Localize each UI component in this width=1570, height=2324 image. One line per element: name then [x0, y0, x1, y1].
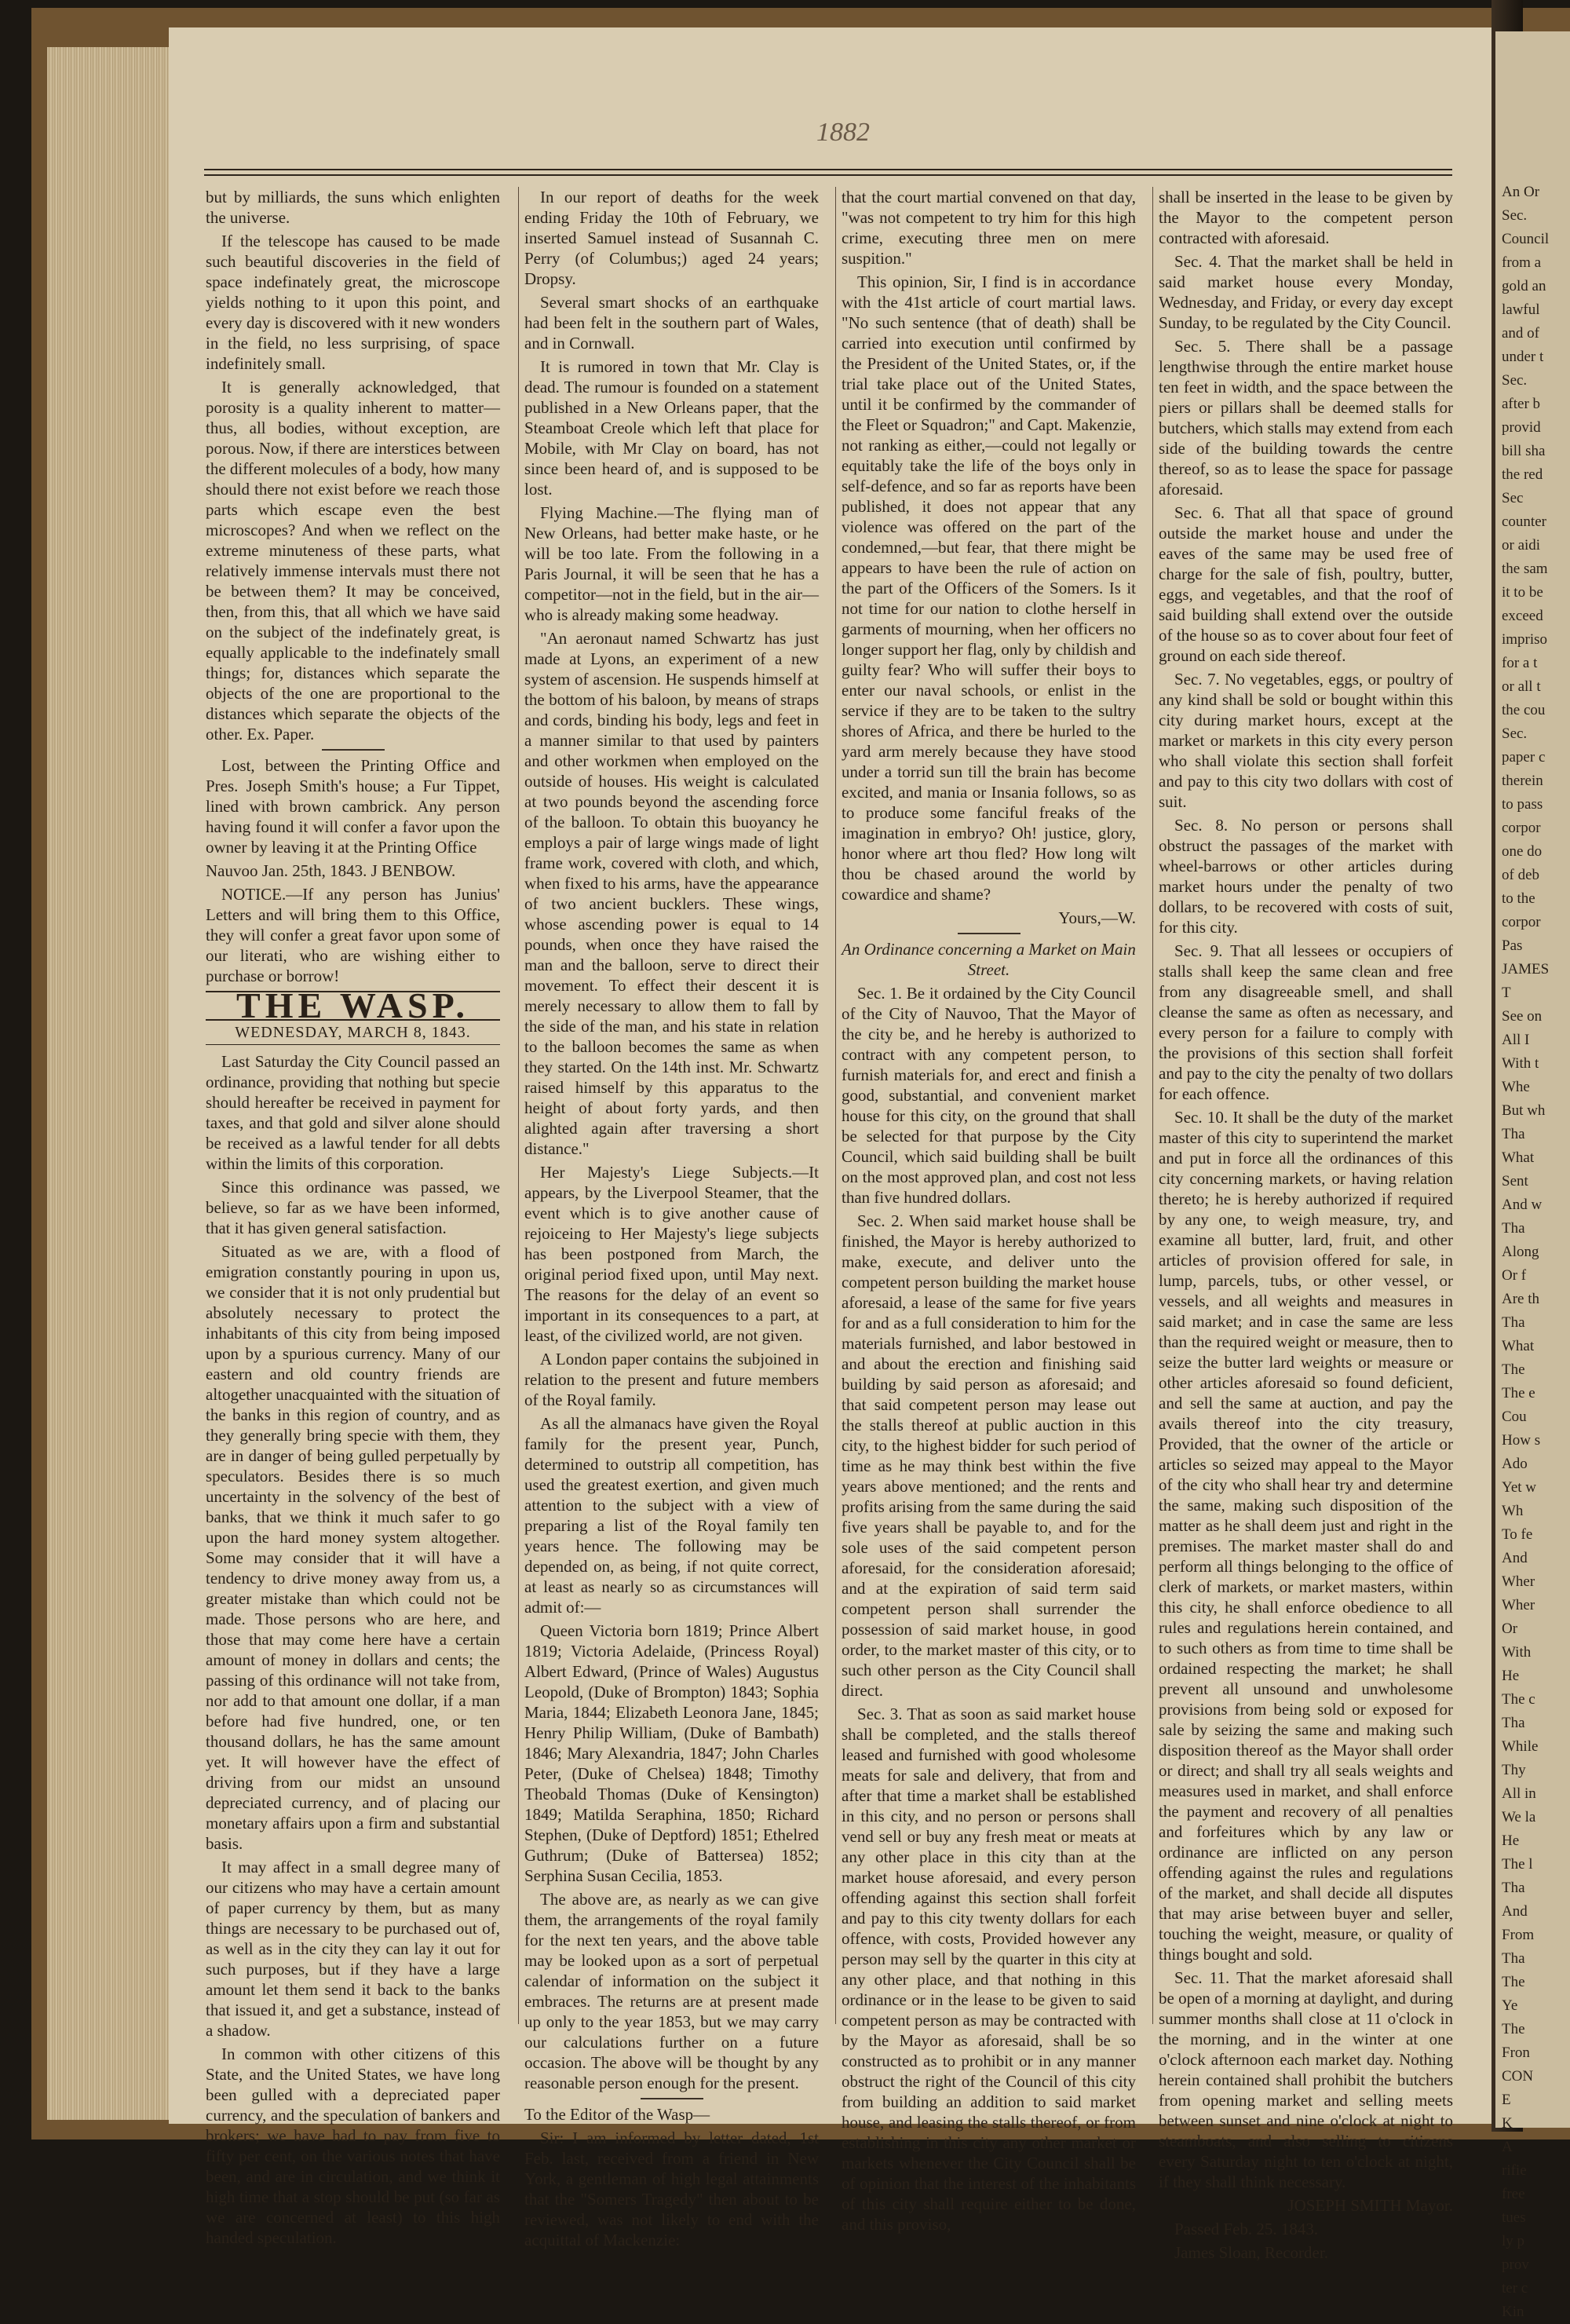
paragraph: This opinion, Sir, I find is in accordance with the 41st article of court martial laws. "No such sentence (that of death) shall be carried into execution until confirmed by the President of the United States, or, if the trial take place out of the United States, until it be confirmed by the commander of the Fleet or Squadron;" and Capt. Makenzie, not ranking as either,—could not legally or equitably take the life of the boys only in self-defence, and so far as reports have been published, it does not appear that any violence was offered on the part of the condemned,—but fear, that there might be appears to have been the rule of action on the part of the Officers of the Somers. Is it not time for our nation to clothe herself in garments of mourning, when her officers no longer support her flag, only by childish and guilty fear? Who will suffer their boys to enter our naval schools, or enlist in the service if they are to be taken to the sultry shores of Africa, and there be hurled to the yard arm merely because they have stood under a torrid sun till the brain has become excited, and mania or Insania follows, so as to produce some fanciful freaks of the imagination in embryo? Oh! justice, glory, honor where art thou fled? How long wilt thou be chased around the world by cowardice and shame? — [842, 272, 1136, 904]
facing-page-line: Ye — [1502, 1997, 1518, 2014]
recorder-signature: James Sloan, Recorder. — [1174, 2243, 1328, 2262]
separator — [958, 933, 1020, 934]
paragraph: It is generally acknowledged, that porosity is a quality inherent to matter—thus, all bodies, without exception, are porous. Now, if there are interstices between the different molecules of a body, how many should there not exist before we reach those parts which escape even the best microscopes? And when we reflect on the extreme minuteness of these parts, what relatively immense intervals must there not be between them? It may be conceived, then, from this, that all which we have said on the subject of the indefinately great, is equally applicable to the indefinately small things; for, distances which separate the objects of the one are proportional to the distances which separate the objects of the other. Ex. Paper. — [206, 378, 500, 744]
facing-page-line: Kin — [1502, 2304, 1524, 2320]
facing-page-line: rifie — [1502, 2162, 1527, 2179]
facing-page-line: after b — [1502, 396, 1541, 412]
facing-page-line: lawful — [1502, 301, 1540, 318]
facing-page-line: He — [1502, 1833, 1520, 1849]
facing-page-line: Tha — [1502, 1880, 1525, 1896]
paragraph: In our report of deaths for the week ending Friday the 10th of February, we inserted Samuel instead of Susannah C. Perry (of Columbus;) aged 24 years; Dropsy. — [524, 188, 819, 288]
facing-page-line: The — [1502, 2021, 1525, 2037]
facing-page-text — [1495, 31, 1570, 2324]
facing-page-line: or aidi — [1502, 537, 1541, 554]
facing-page-line: Tha — [1502, 1950, 1525, 1967]
editorial-paragraph: It may affect in a small degree many of our citizens who may have a certain amount of paper currency by them, but as many things are necessary to be purchased out of, as well as in the city they can lay it out for such purposes, but if they have a large amount let them send it back to the banks that issued it, and get a substance, instead of a shadow. — [206, 1858, 500, 2040]
column-divider — [1152, 187, 1153, 2024]
paragraph: Sir: I am informed by letter dated, 1st Feb. last, received from a friend in New York, a gentleman of high legal attainments that the "Somers Tragedy" then about to be reviewed, was not likely to end with the acquittal of Mackenzie: — [524, 2129, 819, 2249]
facing-page-line: But wh — [1502, 1102, 1546, 1119]
facing-page-line: Along — [1502, 1244, 1539, 1260]
facing-page-line: E — [1502, 2092, 1511, 2108]
facing-page-line: A — [1502, 2139, 1513, 2155]
facing-page-line: bill sha — [1502, 443, 1546, 459]
letter-signature: Yours,—W. — [1058, 908, 1136, 927]
facing-page-line: T — [1502, 985, 1511, 1001]
facing-page-line: Tha — [1502, 1126, 1525, 1142]
facing-page-line: Fron — [1502, 2044, 1530, 2061]
top-rule — [204, 169, 1452, 176]
facing-page-line: From — [1502, 1927, 1535, 1943]
facing-page-line: All in — [1502, 1785, 1536, 1802]
paragraph: Queen Victoria born 1819; Prince Albert 1819; Victoria Adelaide, (Princess Royal) Albert Edward, (Prince of Wales) Augustus Leopold, (Duke of Brompton) 1843; Sophia Maria, 1844; Elizabeth Leonora Jane, 1845; Henry Philip William, (Duke of Bambath) 1846; Mary Alexandria, 1847; John Charles Peter, (Duke of Chelsea) 1848; Timothy Theobald Thomas (Duke of Kensington) 1849; Matilda Seraphina, 1850; Richard Stephen, (Duke of Deptford) 1851; Ethelred Guthrum; (Duke of Battersea) 1852; Serphina Susan Cecilia, 1853. — [524, 1621, 819, 1885]
facing-page-line: Or — [1502, 1621, 1518, 1637]
facing-page-line: Cou — [1502, 1409, 1527, 1425]
facing-page-line: provid — [1502, 419, 1541, 436]
facing-page-line: JAMES — [1502, 961, 1550, 977]
ordinance-section: Sec. 11. That the market aforesaid shall be open of a morning at daylight, and during summer months shall close at 11 o'clock in the morning, and in the winter at one o'clock afternoon each market day. Nothing herein contained shall prohibit the butchers from opening market and selling meets between sunset and nine o'clock at night to steamboats, and also selling to citizens every Saturday night to ten o'clock at night, if they shall think necessary. — [1159, 1968, 1453, 2191]
facing-page-line: An Or — [1502, 184, 1540, 200]
paragraph: The above are, as nearly as we can give them, the arrangements of the royal family for the next ten years, and the above table may be looked upon as a sort of perpetual calendar of information on the subject it embraces. The returns are at present made up only to the year 1853, but we may carry our calculations further on a future occasion. The above will be thought by any reasonable person enough for the present. — [524, 1890, 819, 2092]
facing-page-line: Tha — [1502, 1314, 1525, 1331]
ordinance-section: Sec. 1. Be it ordained by the City Council of the City of Nauvoo, That the Mayor of the city be, and he hereby is authorized to contract with any competent person, to furnish materials for, and erect and finish a good, substantial, and convenient market house for this city, on the ground that shall be selected for that purpose by the City Council, which said building shall be built on the most approved plan, and cost not less than five hundred dollars. — [842, 984, 1136, 1207]
facing-page-line: To fe — [1502, 1526, 1533, 1543]
facing-page-line: the red — [1502, 466, 1543, 483]
paragraph: As all the almanacs have given the Royal family for the present year, Punch, determined to outstrip all competition, has used the greatest exertion, and given much attention to the subject with a view of preparing a list of the Royal family ten years hence. The following may be depended on, as being, if not quite correct, at least as nearly so as circumstances will admit of:— — [524, 1414, 819, 1617]
paragraph: Several smart shocks of an earthquake had been felt in the southern part of Wales, and in Cornwall. — [524, 293, 819, 353]
editorial-paragraph: Last Saturday the City Council passed an ordinance, providing that nothing but specie should hereafter be received in payment for taxes, and that gold and silver alone should be received as a lawful tender for all debts within the limits of this corporation. — [206, 1052, 500, 1173]
facing-page-line: Yet w — [1502, 1479, 1537, 1496]
facing-page-line: Wher — [1502, 1573, 1535, 1590]
facing-page-line: impriso — [1502, 631, 1548, 648]
passed-date: Passed Feb. 25. 1843. — [1174, 2220, 1319, 2238]
facing-page-line: one do — [1502, 843, 1543, 860]
column-4 — [1159, 187, 1453, 2266]
facing-page-line: While — [1502, 1738, 1539, 1755]
facing-page-line: K — [1502, 2115, 1513, 2132]
ordinance-section: Sec. 6. That all that space of ground outside the market house and under the eaves of the same may be used free of charge for the sale of fish, poultry, butter, eggs, and vegetables, and that the roof of said building shall extend over the outside of the house so as to cover about four feet of ground on each side thereof. — [1159, 503, 1453, 665]
facing-page-line: Thy — [1502, 1762, 1526, 1778]
facing-page-line: it to be — [1502, 584, 1543, 601]
facing-page-line: gold an — [1502, 278, 1546, 294]
notice: NOTICE.—If any person has Junius' Letters and will bring them to this Office, they will confer a great favor upon some of our literati, who are wishing either to purchase or borrow! — [206, 885, 500, 985]
facing-page-line: Council — [1502, 231, 1550, 247]
facing-page-line: paper c — [1502, 749, 1546, 766]
paragraph: "An aeronaut named Schwartz has just made at Lyons, an experiment of a new system of ascension. He suspends himself at the bottom of his baloon, by means of straps and cords, binding his body, legs and feet in a manner similar to that used by painters and other workmen when employed on the outside of houses. His weight is calculated at two pounds beyond the ascending force of the balloon. To obtain this buoyancy he employs a pair of large wings made of light frame work, covered with cloth, and which, when fixed to his arms, have the appearance of two ancient bucklers. These wings, whose ascending power is equal to 14 pounds, when once they have raised the man and the balloon, serve to direct their movement. To effect their descent it is merely necessary to allow them to fall by the side of the man, and his state in relation to the balloon becomes the same as when they started. On the 14th inst. Mr. Schwartz raised himself by this apparatus to the height of about forty yards, and then alighted again after traversing a short distance." — [524, 629, 819, 1158]
ordinance-section: Sec. 2. When said market house shall be finished, the Mayor is hereby authorized to make, execute, and deliver unto the competent person building the market house aforesaid, a lease of the same for five years for and as a full consideration to him for the materials furnished, and labor bestowed in and about the erection and finishing said building by said person as aforesaid; and that said competent person may lease out the stalls thereof at public auction in this city, to the highest bidder for such period of time as he may think best within the five years above mentioned; and the rents and profits arising from the same during the said five years shall be payable to, and for the sole uses of the said competent person aforesaid, for the consideration aforesaid; and at the expiration of said term said competent person shall surrender the possession of said market house, in good order, to the market master of this city, or to such other person as the City Council shall direct. — [842, 1211, 1136, 1700]
column-1 — [206, 187, 500, 2251]
facing-page-line: free — [1502, 2186, 1525, 2202]
facing-page-line: Sec. — [1502, 207, 1528, 224]
facing-page-line: The l — [1502, 1856, 1533, 1873]
facing-page-line: counter — [1502, 513, 1546, 530]
facing-page-line: prov — [1502, 2256, 1529, 2273]
facing-page-line: to pass — [1502, 796, 1543, 813]
facing-page-line: therein — [1502, 773, 1543, 789]
facing-page-line: What — [1502, 1149, 1535, 1166]
paragraph: Flying Machine.—The flying man of New Orleans, had better make haste, or he will be too late. From the following in a Paris Journal, it will be seen that he has a competitor—not in the field, but in the air—who is already making some headway. — [524, 503, 819, 624]
facing-page-line: Whe — [1502, 1079, 1530, 1095]
ordinance-section: Sec. 8. No person or persons shall obstruct the passages of the market with wheel-barrows or other articles during market hours under the penalty of two dollars, to be recovered with costs of suit, for this city. — [1159, 816, 1453, 937]
facing-page-line: and of — [1502, 325, 1540, 342]
facing-page-line: under t — [1502, 349, 1544, 365]
facing-page-line: And w — [1502, 1197, 1543, 1213]
dateline: WEDNESDAY, MARCH 8, 1843. — [206, 1022, 500, 1045]
facing-page-line: The c — [1502, 1691, 1535, 1708]
ordinance-heading: An Ordinance concerning a Market on Main Street. — [842, 940, 1136, 979]
facing-page-line: or all t — [1502, 678, 1541, 695]
editorial-paragraph: Since this ordinance was passed, we believe, so far as we have been informed, that it has given general satisfaction. — [206, 1178, 500, 1237]
facing-page-line: the cou — [1502, 702, 1546, 718]
facing-page-line: Wher — [1502, 1597, 1535, 1613]
facing-page-line: corpor — [1502, 820, 1541, 836]
facing-page-line: ly p — [1502, 2233, 1525, 2249]
paragraph: Her Majesty's Liege Subjects.—It appears, by the Liverpool Steamer, that the event which is to give another cause of rejoiceing to Her Majesty's liege subjects has been postponed from March, the original period fixed upon, until May next. The reasons for the delay of an event so important in its consequences to a part, at least, of the civilized world, are not given. — [524, 1163, 819, 1345]
facing-page-line: He — [1502, 1668, 1520, 1684]
facing-page-line: Or f — [1502, 1267, 1527, 1284]
editorial-paragraph: Situated as we are, with a flood of emigration constantly pouring in upon us, we consider that it is not only prudential but absolutely necessary to protect the inhabitants of this city from being imposed upon by a spurious currency. Many of our eastern and old country friends are altogether unacquainted with the situation of the banks in this region of country, and as they generally bring specie with them, they are in danger of being gulled perpetually by speculators. Besides there is so much uncertainty in the solvency of the best of banks, that we think it much safer to go upon the hard money system altogether. Some may consider that it will have a tendency to drive money away from us, a greater mistake than which could not be made. Those persons who are here, and those that may come here have a certain amount of money in dollars and cents; the passing of this ordinance will not take from, nor add to that amount one dollar, if a man before had five hundred, one, or ten thousand dollars, he has the same amount yet. It will however have the effect of driving from our midst an unsound depreciated currency, and of placing our monetary affairs upon a firm and substantial basis. — [206, 1242, 500, 1853]
column-3 — [842, 187, 1136, 2238]
facing-page-line: With — [1502, 1644, 1532, 1661]
facing-page-line: With t — [1502, 1055, 1539, 1072]
facing-page — [1495, 31, 1570, 2320]
facing-page-line: Tha — [1502, 1715, 1525, 1731]
facing-page-line: for a t — [1502, 655, 1538, 671]
mayor-signature: JOSEPH SMITH Mayor. — [1287, 2196, 1453, 2215]
facing-page-line: CON — [1502, 2068, 1534, 2085]
facing-page-line: from a — [1502, 254, 1542, 271]
facing-page-line: tues — [1502, 2209, 1526, 2226]
paragraph: shall be inserted in the lease to be given by the Mayor to the competent person contracted with aforesaid. — [1159, 188, 1453, 247]
facing-page-line: ter c — [1502, 2280, 1528, 2297]
facing-page-line: What — [1502, 1338, 1535, 1354]
ordinance-section: Sec. 9. That all lessees or occupiers of stalls shall keep the same clean and free from any disagreeable smell, and shall cleanse the same as often as necessary, and every person for a failure to comply with the provisions of this section shall forfeit and pay to the city the penalty of two dollars for each offence. — [1159, 941, 1453, 1103]
facing-page-line: And — [1502, 1550, 1528, 1566]
facing-page-line: the sam — [1502, 561, 1548, 577]
paragraph: that the court martial convened on that day, "was not competent to try him for this high crime, executing three men on mere suspition." — [842, 188, 1136, 268]
column-divider — [518, 187, 519, 2024]
ordinance-section: Sec. 4. That the market shall be held in said market house every Monday, Wednesday, and Friday, or every day except Sunday, to be regulated by the City Council. — [1159, 252, 1453, 332]
paragraph: If the telescope has caused to be made such beautiful discoveries in the field of space indefinately great, the microscope yields nothing to it upon this point, and every day is discovered with it new wonders in the field, no less surprising, of space indefinitely small. — [206, 232, 500, 373]
facing-page-line: The — [1502, 1361, 1525, 1378]
facing-page-line: We la — [1502, 1809, 1536, 1825]
masthead: THE WASP. — [206, 991, 500, 1021]
facing-page-line: to the — [1502, 890, 1535, 907]
letter-salutation: To the Editor of the Wasp— — [524, 2105, 710, 2124]
separator — [322, 749, 385, 751]
editorial-paragraph: In common with other citizens of this State, and the United States, we have long been gulled with a depreciated paper currency, and the speculation of bankers and brokers; we have had to pay from five to fifty per cent, on the various notes that have been, and are in circulation, and we think it high time that a stop should be put (so far as we are concerned at least) to this high handed speculation. — [206, 2044, 500, 2247]
paragraph: A London paper contains the subjoined in relation to the present and future members of the Royal family. — [524, 1350, 819, 1409]
facing-page-line: The e — [1502, 1385, 1535, 1401]
facing-page-line: Are th — [1502, 1291, 1540, 1307]
facing-page-line: The — [1502, 1974, 1525, 1990]
facing-page-line: corpor — [1502, 914, 1541, 930]
lost-notice-signature: Nauvoo Jan. 25th, 1843. J BENBOW. — [206, 861, 456, 880]
ordinance-section: Sec. 3. That as soon as said market house shall be completed, and the stalls thereof leased and furnished with good wholesome meats for sale and delivery, that from and after that time a market shall be established in this city, and no person or persons shall vend sell or buy any fresh meat or meats at any other place in this city than at the market house aforesaid, and every person offending against this section shall forfeit and pay to this city twenty dollars for each offence, with costs, Provided however any person may sell by the quarter in this city at any other place, and that nothing in this ordinance or in the lease to be given to said competent person as may be contracted with by the Mayor as aforesaid, shall be so constructed as to prohibit or in any manner obstruct the right of the Council of this city from building an addition to said market house, and leasing the stalls thereof, or from establishing in this city any other market or markets whenever the City Council shall be of opinion that the interest of the inhabitants of this city shall require either to be done, and this proviso, — [842, 1705, 1136, 2234]
paragraph: but by milliards, the suns which enlighten the universe. — [206, 188, 500, 227]
column-2 — [524, 187, 819, 2253]
facing-page-line: Tha — [1502, 1220, 1525, 1237]
ordinance-section: Sec. 5. There shall be a passage lengthwise through the entire market house ten feet in width, and the space between the piers or pillars shall be deemed stalls for butchers, which stalls may extend from each side of the building towards the centre thereof, so as to lease the space for passage aforesaid. — [1159, 337, 1453, 499]
facing-page-line: All I — [1502, 1032, 1530, 1048]
page-edges — [47, 47, 184, 2120]
facing-page-line: Sec. — [1502, 725, 1528, 742]
column-divider — [835, 187, 836, 2024]
separator — [641, 2098, 703, 2099]
facing-page-line: Sent — [1502, 1173, 1528, 1189]
facing-page-line: And — [1502, 1903, 1528, 1920]
facing-page-line: Ado — [1502, 1456, 1528, 1472]
facing-page-line: How s — [1502, 1432, 1541, 1449]
facing-page-line: Sec. — [1502, 372, 1528, 389]
ordinance-section: Sec. 7. No vegetables, eggs, or poultry of any kind shall be sold or bought within this city during market hours, except at the market or markets in this city every person who shall violate this section shall forfeit and pay to this city two dollars with cost of suit. — [1159, 670, 1453, 811]
facing-page-line: of deb — [1502, 867, 1540, 883]
facing-page-line: Sec — [1502, 490, 1524, 506]
facing-page-line: exceed — [1502, 608, 1543, 624]
facing-page-line: See on — [1502, 1008, 1543, 1025]
facing-page-line: Wh — [1502, 1503, 1524, 1519]
page-number: 1882 — [816, 118, 870, 147]
paragraph: It is rumored in town that Mr. Clay is dead. The rumour is founded on a statement published in a New Orleans paper, that the Steamboat Creole which left that place for Mobile, with Mr Clay on board, has not since been heard of, and is supposed to be lost. — [524, 357, 819, 499]
facing-page-line: Pas — [1502, 937, 1523, 954]
lost-notice: Lost, between the Printing Office and Pres. Joseph Smith's house; a Fur Tippet, lined with brown cambrick. Any person having found it will confer a favor upon the owner by leaving it at the Printing Office — [206, 756, 500, 857]
ordinance-section: Sec. 10. It shall be the duty of the market master of this city to superintend the market and put in force all the ordinances of this city concerning markets, or having relation thereto; he is hereby authorized if required by any one, to weigh measure, try, and examine all butter, lard, fruit, and other articles of provision offered for sale, in lump, parcels, tubs, or other vessel, or vessels, and all weights and measures in said market; and in case the same are less than the required weight or measure, then to seize the butter lard weights or measure or other articles aforesaid so found deficient, and sell the same at auction, and pay the avails thereof into the city treasury, Provided, that the owner of the article or articles so seized may appeal to the Mayor of the city who shall hear try and determine the same, making such disposition of the matter as he shall deem just and right in the premises. The market master shall do and perform all things belonging to the office of clerk of markets, or market masters, within this city, he shall enforce obedience to all rules and regulations herein contained, and to such others as from time to time shall be ordained respecting the market; he shall prevent all unsound and unwholesome provisions from being sold or exposed for sale by seizing the same and making such disposition thereof as the Mayor shall order or direct; and shall try all seals weights and measures used in market, and shall enforce the payment and recovery of all penalties and forfeitures which by any law or ordinance are inflicted on any person offending against the rules and regulations of the market, and shall decide all disputes that may arise between buyer and seller, touching the weight, measure, or quality of things bought and sold. — [1159, 1108, 1453, 1964]
